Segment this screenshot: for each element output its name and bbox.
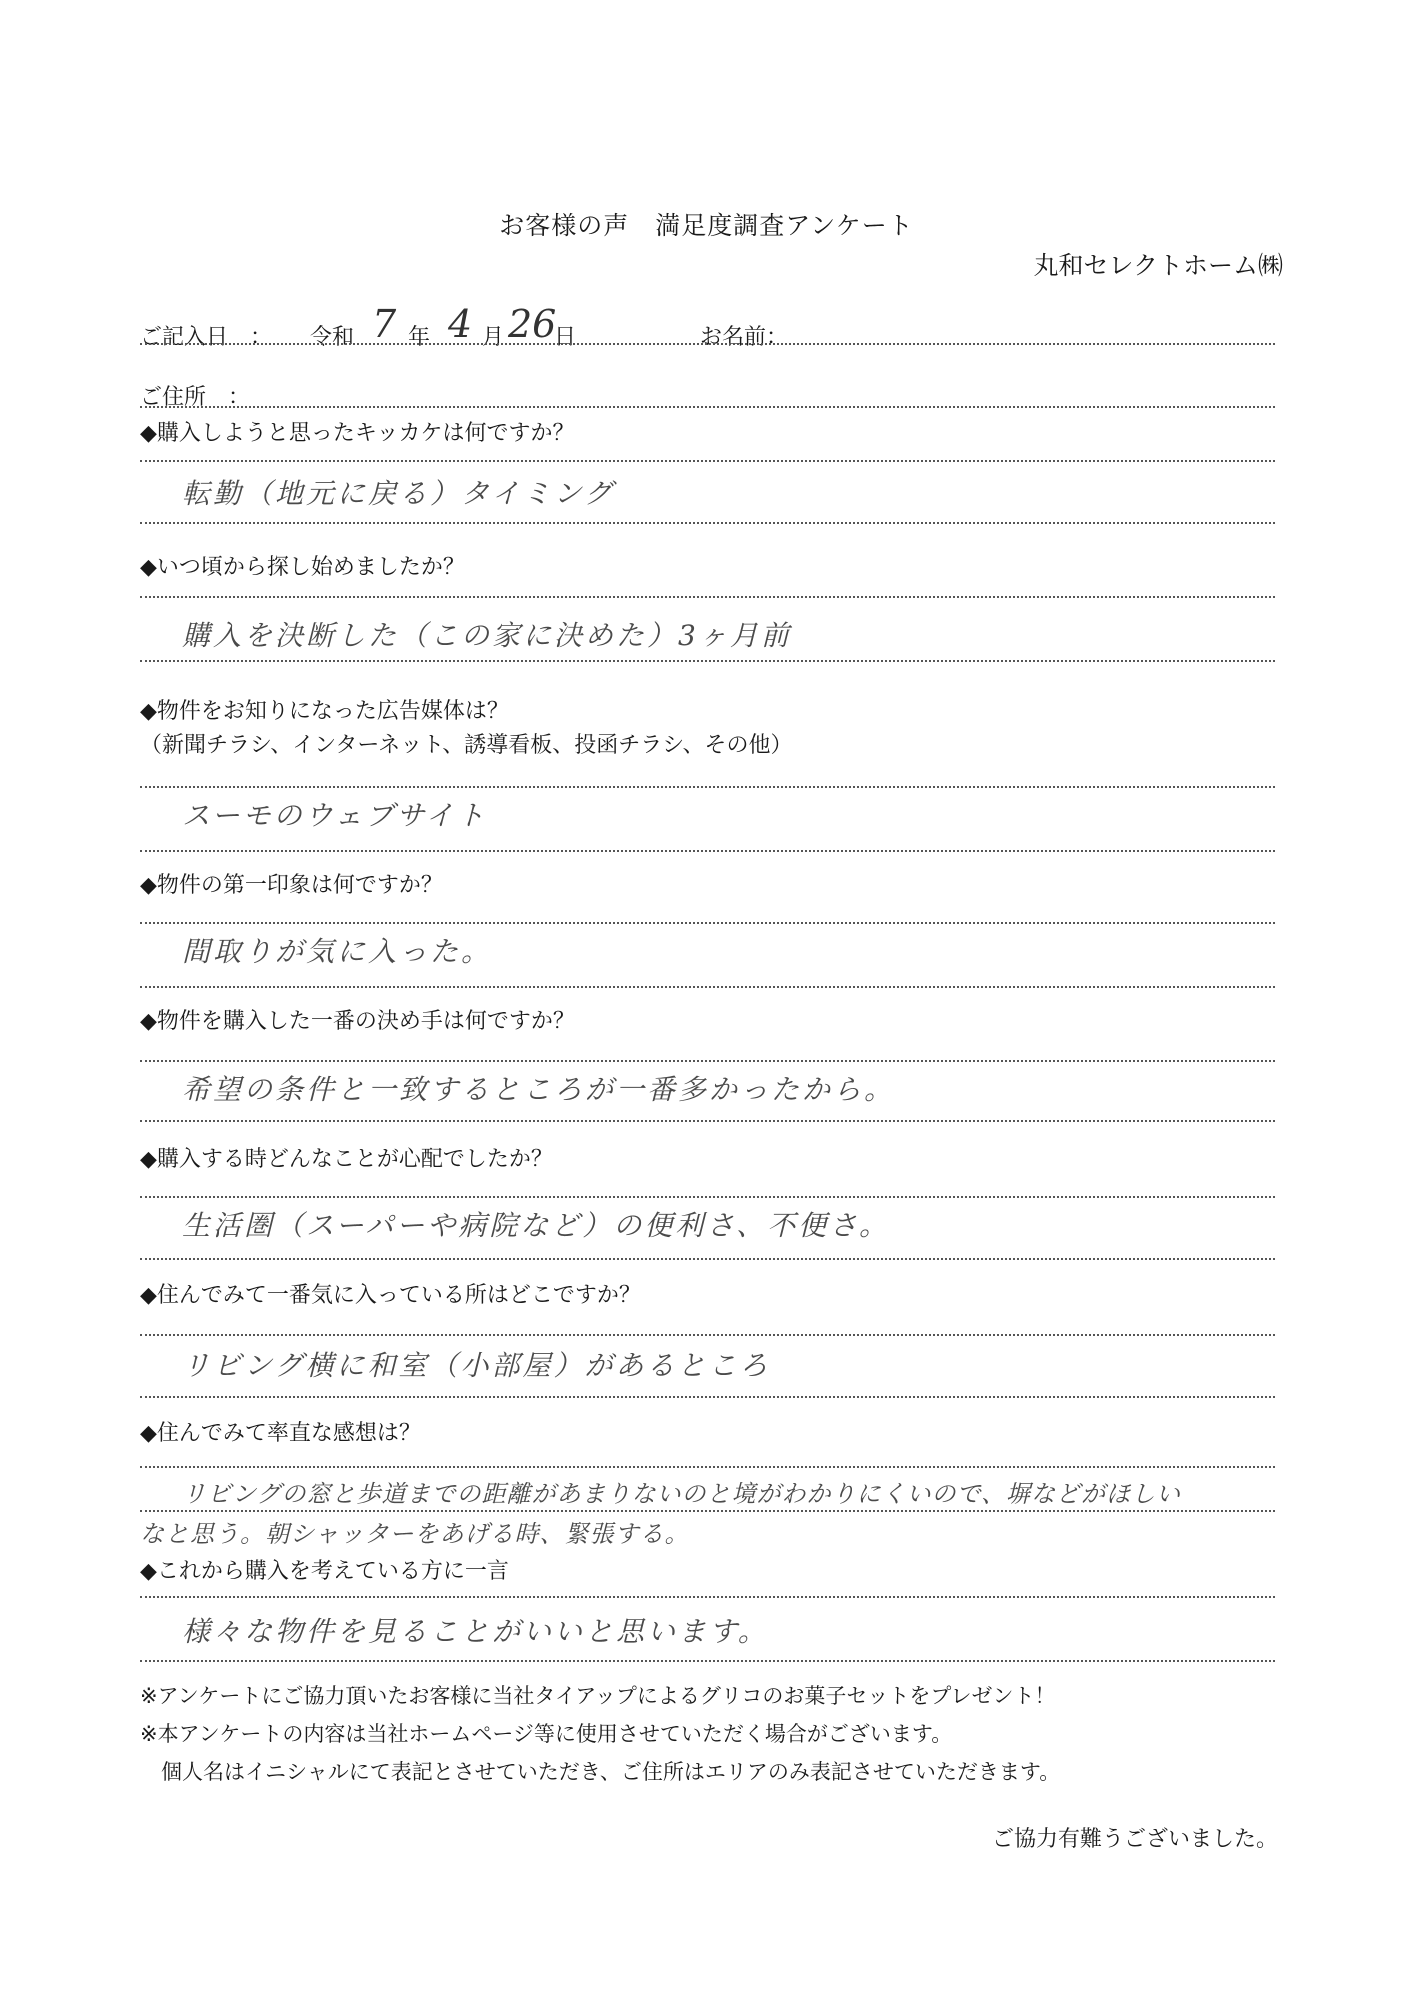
date-label: ご記入日 ： xyxy=(140,325,273,350)
note-privacy: 個人名はイニシャルにて表記とさせていただき、ご住所はエリアのみ表記させていただきます。 xyxy=(140,1760,1061,1784)
answer-3[interactable]: スーモのウェブサイト xyxy=(182,799,488,832)
q9-rule-top xyxy=(140,1596,1275,1598)
year-label: 年 xyxy=(408,325,431,350)
question-2: ◆いつ頃から探し始めましたか？ xyxy=(140,555,465,580)
q2-rule-bottom xyxy=(140,660,1275,662)
address-rule xyxy=(140,406,1275,408)
question-4: ◆物件の第一印象は何ですか？ xyxy=(140,873,443,898)
month-value[interactable]: 4 xyxy=(448,302,473,346)
answer-1[interactable]: 転勤（地元に戻る）タイミング xyxy=(182,477,615,510)
question-3-options: （新聞チラシ、インターネット、誘導看板、投函チラシ、その他） xyxy=(140,733,793,758)
note-present: ※アンケートにご協力頂いたお客様に当社タイアップによるグリコのお菓子セットをプレゼント！ xyxy=(140,1684,1056,1708)
q2-rule-top xyxy=(140,596,1275,598)
era-label: 令和 xyxy=(310,325,355,350)
day-label: 日 xyxy=(554,325,577,350)
q1-rule-top xyxy=(140,460,1275,462)
question-7: ◆住んでみて一番気に入っている所はどこですか？ xyxy=(140,1283,641,1308)
q3-rule-top xyxy=(140,786,1275,788)
question-9: ◆これから購入を考えている方に一言 xyxy=(140,1559,509,1584)
answer-8-line-2[interactable]: なと思う。朝シャッターをあげる時、緊張する。 xyxy=(140,1520,690,1548)
survey-title: お客様の声 満足度調査アンケート xyxy=(499,211,914,240)
q7-rule-top xyxy=(140,1334,1275,1336)
q7-rule-bottom xyxy=(140,1396,1275,1398)
q6-rule-bottom xyxy=(140,1258,1275,1260)
q9-rule-bottom xyxy=(140,1660,1275,1662)
name-label: お名前： xyxy=(700,325,789,350)
year-value[interactable]: 7 xyxy=(372,302,397,346)
q5-rule-bottom xyxy=(140,1120,1275,1122)
day-value[interactable]: 26 xyxy=(508,302,557,346)
q1-rule-bottom xyxy=(140,522,1275,524)
answer-9[interactable]: 様々な物件を見ることがいいと思います。 xyxy=(182,1615,769,1648)
question-1: ◆購入しようと思ったキッカケは何ですか？ xyxy=(140,421,575,446)
q4-rule-top xyxy=(140,922,1275,924)
date-row-rule xyxy=(140,343,1275,345)
q8-rule-top xyxy=(140,1466,1275,1468)
answer-5[interactable]: 希望の条件と一致するところが一番多かったから。 xyxy=(182,1073,896,1106)
answer-8-line-1[interactable]: リビングの窓と歩道までの距離があまりないのと境がわかりにくいので、塀などがほしい xyxy=(182,1480,1182,1508)
q4-rule-bottom xyxy=(140,986,1275,988)
closing-message: ご協力有難うございました。 xyxy=(991,1827,1278,1852)
answer-4[interactable]: 間取りが気に入った。 xyxy=(182,935,493,968)
address-label: ご住所 ： xyxy=(140,385,251,410)
question-8: ◆住んでみて率直な感想は？ xyxy=(140,1421,421,1446)
answer-7[interactable]: リビング横に和室（小部屋）があるところ xyxy=(182,1349,771,1382)
question-6: ◆購入する時どんなことが心配でしたか？ xyxy=(140,1147,553,1172)
note-usage: ※本アンケートの内容は当社ホームページ等に使用させていただく場合がございます。 xyxy=(140,1722,953,1746)
q5-rule-top xyxy=(140,1060,1275,1062)
q6-rule-top xyxy=(140,1196,1275,1198)
question-3: ◆物件をお知りになった広告媒体は？ xyxy=(140,699,509,724)
answer-2[interactable]: 購入を決断した（この家に決めた）3ヶ月前 xyxy=(182,619,792,652)
q8-rule-middle xyxy=(140,1510,1275,1512)
month-label: 月 xyxy=(482,325,505,350)
company-name: 丸和セレクトホーム㈱ xyxy=(1033,251,1283,280)
answer-6[interactable]: 生活圏（スーパーや病院など）の便利さ、不便さ。 xyxy=(182,1209,890,1242)
question-5: ◆物件を購入した一番の決め手は何ですか？ xyxy=(140,1009,575,1034)
q3-rule-bottom xyxy=(140,850,1275,852)
